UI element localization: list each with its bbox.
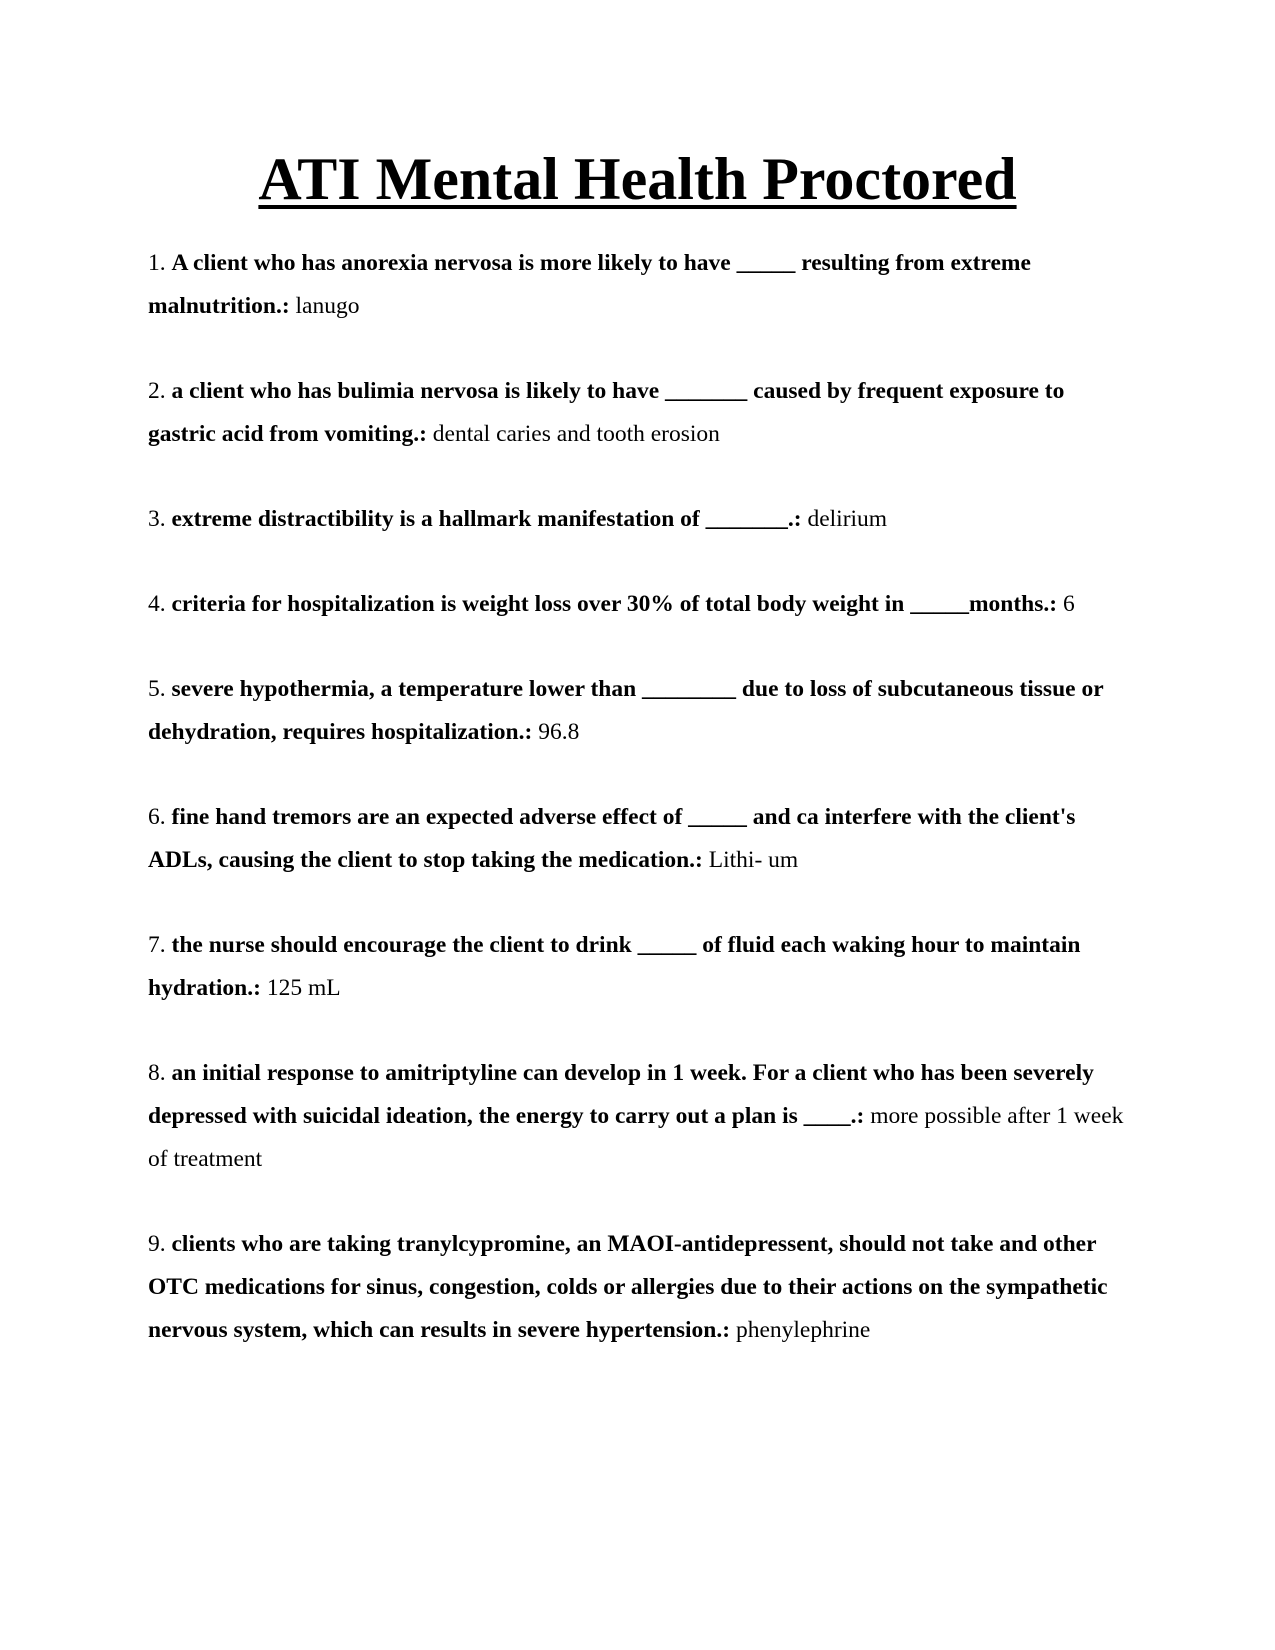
answer-text: 6 [1062, 591, 1075, 617]
question-text: clients who are taking tranylcypromine, an MAOI-antidepressent, should not take and other OTC medications for sinus, congestion, colds or allergies due to their actions on the sympathetic nervous system, which can results in severe hypertension.: [148, 1231, 1108, 1343]
question-item-6 [148, 796, 1138, 882]
question-text: fine hand tremors are an expected adverse effect of _____ and ca interfere with the client's ADLs, causing the client to stop taking the medication.: [148, 804, 1076, 873]
question-item-7 [148, 924, 1138, 1010]
answer-text: 125 mL [266, 975, 341, 1001]
question-number: 3. [148, 506, 166, 532]
question-list [148, 242, 1138, 1394]
question-item-4 [148, 583, 1138, 626]
question-number: 6. [148, 804, 166, 830]
answer-text: Lithi- um [708, 847, 799, 873]
question-text: the nurse should encourage the client to drink _____ of fluid each waking hour to maintain hydration.: [148, 932, 1081, 1001]
question-text: severe hypothermia, a temperature lower than ________ due to loss of subcutaneous tissue or dehydration, requires hospitalization.: [148, 676, 1104, 745]
question-text: A client who has anorexia nervosa is more likely to have _____ resulting from extreme malnutrition.: [148, 250, 1031, 319]
question-item-3 [148, 498, 1138, 541]
question-text: a client who has bulimia nervosa is likely to have _______ caused by frequent exposure to gastric acid from vomiting.: [148, 378, 1065, 447]
question-item-9 [148, 1223, 1138, 1352]
answer-text: delirium [807, 506, 888, 532]
question-item-5 [148, 668, 1138, 754]
answer-text: lanugo [295, 293, 360, 319]
question-text: criteria for hospitalization is weight loss over 30% of total body weight in _____months.: [171, 591, 1058, 617]
question-number: 5. [148, 676, 166, 702]
question-number: 9. [148, 1231, 166, 1257]
answer-text: dental caries and tooth erosion [432, 421, 720, 447]
answer-text: 96.8 [538, 719, 580, 745]
question-item-2 [148, 370, 1138, 456]
question-item-1 [148, 242, 1138, 328]
answer-text: more possible after 1 week of treatment [148, 1103, 1124, 1172]
question-number: 1. [148, 250, 166, 276]
page-title: ATI Mental Health Proctored [258, 146, 1017, 212]
question-text: extreme distractibility is a hallmark manifestation of _______.: [171, 506, 802, 532]
question-text: an initial response to amitriptyline can develop in 1 week. For a client who has been severely depressed with suicidal ideation, the energy to carry out a plan is ____.: [148, 1060, 1094, 1129]
question-number: 8. [148, 1060, 166, 1086]
question-number: 4. [148, 591, 166, 617]
question-number: 7. [148, 932, 166, 958]
question-item-8 [148, 1052, 1138, 1181]
question-number: 2. [148, 378, 166, 404]
answer-text: phenylephrine [735, 1317, 871, 1343]
